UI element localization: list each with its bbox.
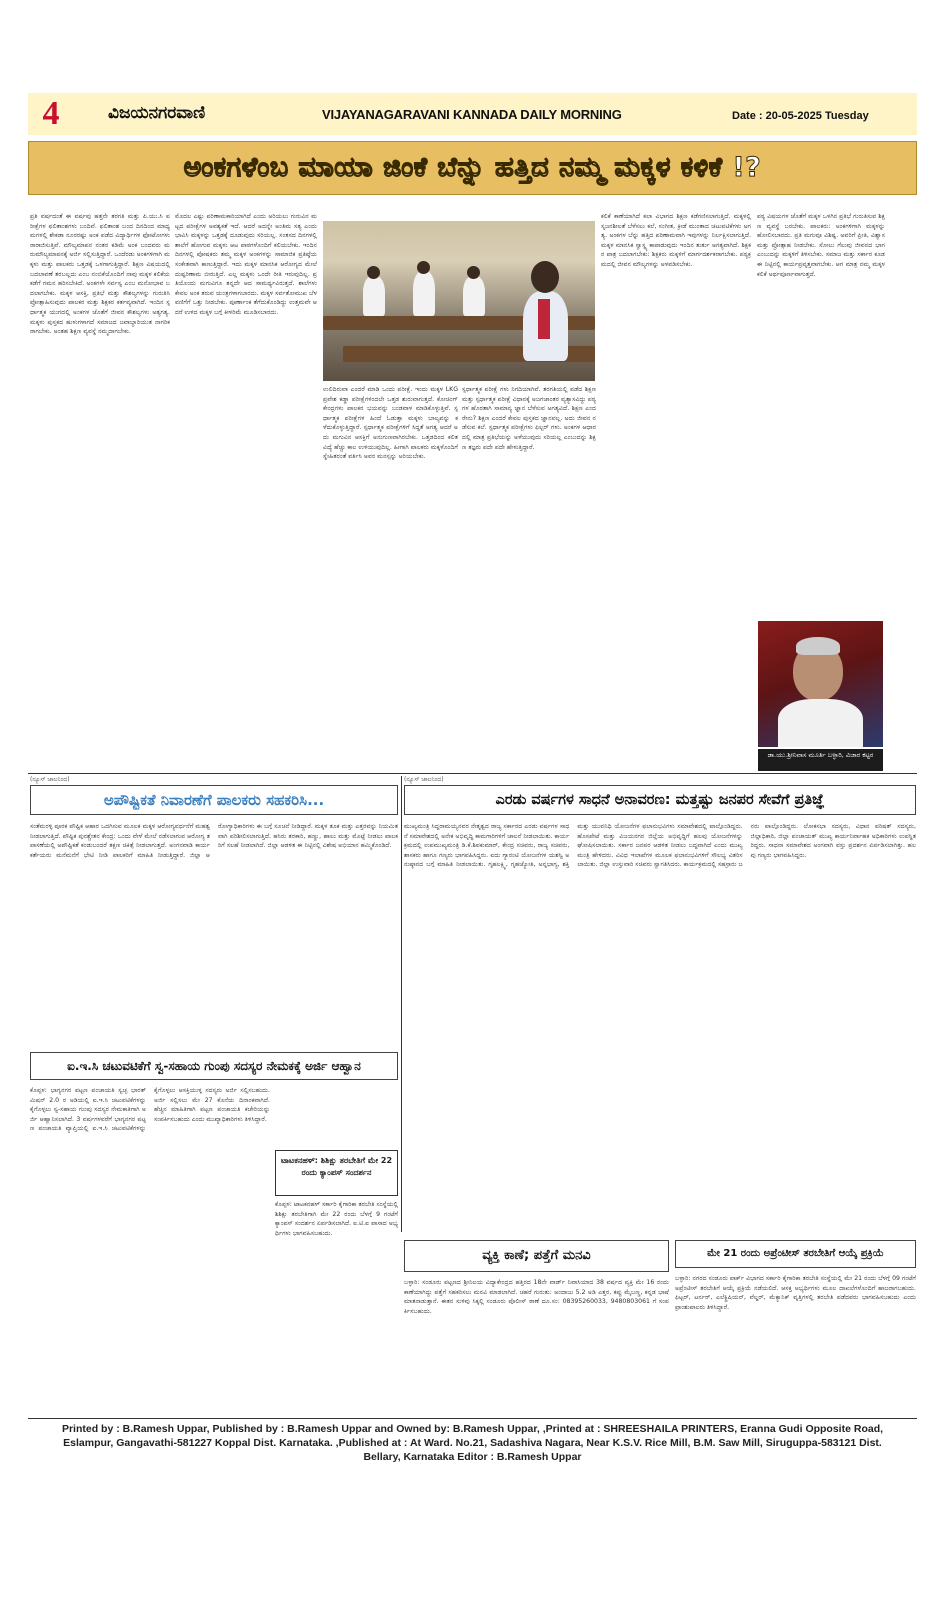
- lead-column-3: ಉಲಿದಿರುವಾ ಎಂದರೆ ಮಾಡಿ ಒಂದು ಪರೀಕ್ಷೆ. ಇಂದು ಮಕ್ಕಳ LKG ಪ್ರವೇಶ ಕಡ್ಡಾ ಪರೀಕ್ಷೆಗಳಿಂದಲೇ ಒತ್ತಡ ಶುರುವಾಗುತ್ತದೆ. ಕೋಚಿಂಗ್ ಕೇಂದ್ರಗಳು ಪಾಲಕರ ಭಯವನ್ನು ಬಂಡವಾಳ ಮಾಡಿಕೊಳ್ಳುತ್ತಿವೆ. ಸ್ಪರ್ಧಾತ್ಮಕ ಪರೀಕ್ಷೆಗಳ ಹಿಂದೆ ಓಡುತ್ತಾ ಮಕ್ಕಳು ಬಾಲ್ಯವನ್ನು ಕಳೆದುಕೊಳ್ಳುತ್ತಿದ್ದಾರೆ. ಸ್ಪರ್ಧಾತ್ಮಕ ಪರೀಕ್ಷೆಗಳಿಗೆ ಸಿದ್ಧತೆ ಅಗತ್ಯ ಆದರೆ ಅದು ಮಗುವಿನ ಆಸಕ್ತಿಗೆ ಅನುಗುಣವಾಗಿರಬೇಕು. ಒತ್ತಡದಿಂದ ಕಲಿತ ವಿದ್ಯೆ ಹೆಚ್ಚು ಕಾಲ ಉಳಿಯುವುದಿಲ್ಲ. ಹೀಗಾಗಿ ಪಾಲಕರು ಮಕ್ಕಳೊಂದಿಗೆ ಸ್ನೇಹಿತರಂತೆ ವರ್ತಿಸಿ ಅವರ ಮನಸ್ಸನ್ನು ಅರಿಯಬೇಕು.: [323, 386, 458, 461]
- story4-side-body: ಕೊಪ್ಪಳ: ಟಾಟಕನಹಳ್ ಸರ್ಕಾರಿ ಕೈಗಾರಿಕಾ ತರಬೇತಿ ಸಂಸ್ಥೆಯಲ್ಲಿ ಶಿಶಿಕ್ಷು ತರಬೇತಿಗಾಗಿ ಮೇ 22 ರಂದು ಬೆಳಗ್ಗೆ 9 ಗಂಟೆಗೆ ಕ್ಯಾಂಪಸ್ ಸಂದರ್ಶನ ಏರ್ಪಡಿಸಲಾಗಿದೆ. ಐ.ಟಿ.ಐ ಪಾಸಾದ ಅಭ್ಯರ್ಥಿಗಳು ಭಾಗವಹಿಸಬಹುದು.: [275, 1201, 398, 1237]
- imprint-footer: [28, 1422, 917, 1464]
- lead-column-5: ಕಲಿಕೆ ಕಾಣೆಯಾಗಿದೆ ಕಲಾ ವಿಭಾಗದ ಶಿಕ್ಷಣ ಕಡೆಗಣಿಸಲಾಗುತ್ತಿದೆ. ಮಕ್ಕಳಲ್ಲಿ ಸೃಜನಶೀಲತೆ ಬೆಳೆಸಲು ಕಲೆ, ಸಂಗೀತ, ಕ್ರೀಡೆ ಮುಂತಾದ ಚಟುವಟಿಕೆಗಳು ಅಗತ್ಯ. ಅಂಕಗಳ ಬೆನ್ನು ಹತ್ತಿದ ಪರಿಣಾಮವಾಗಿ ಇವುಗಳನ್ನು ನಿರ್ಲಕ್ಷಿಸಲಾಗುತ್ತಿದೆ. ಮಕ್ಕಳ ಮಾನಸಿಕ ಸ್ವಾಸ್ಥ್ಯ ಕಾಪಾಡುವುದು ಇಂದಿನ ತುರ್ತು ಅಗತ್ಯವಾಗಿದೆ. ಶಿಕ್ಷಕರ ಪಾತ್ರ ಬದಲಾಗಬೇಕು: ಶಿಕ್ಷಕರು ಮಕ್ಕಳಿಗೆ ಮಾರ್ಗದರ್ಶಕರಾಗಬೇಕು. ಪಠ್ಯಕ್ರಮದಲ್ಲಿ ಜೀವನ ಮೌಲ್ಯಗಳನ್ನು ಅಳವಡಿಸಬೇಕು.: [601, 213, 751, 268]
- lead-column-1: ಪ್ರತಿ ವರ್ಷದಂತೆ ಈ ವರ್ಷವು ಹತ್ತನೇ ತರಗತಿ ಮತ್ತು ಪಿ.ಯು.ಸಿ ಪರೀಕ್ಷೆಗಳ ಫಲಿತಾಂಶಗಳು ಬಂದಿವೆ. ಫಲಿತಾಂಶ ಬಂದ ದಿನದಿಂದ ಮಾಧ್ಯಮಗಳಲ್ಲಿ ಶೇಕಡಾ ನೂರರಷ್ಟು ಅಂಕ ಪಡೆದ ವಿದ್ಯಾರ್ಥಿಗಳ ಫೋಟೋಗಳು ರಾರಾಜಿಸುತ್ತಿವೆ. ಮೌಲ್ಯಮಾಪನ ನಂತರ ಕಡಿಮೆ ಅಂಕ ಬಂದವರು ಮರುಮೌಲ್ಯಮಾಪನಕ್ಕೆ ಅರ್ಜಿ ಸಲ್ಲಿಸುತ್ತಿದ್ದಾರೆ. ಒಂದೆರಡು ಅಂಕಗಳಿಗಾಗಿ ಮಕ್ಕಳು ಮತ್ತು ಪಾಲಕರು ಒತ್ತಡಕ್ಕೆ ಒಳಗಾಗುತ್ತಿದ್ದಾರೆ. ಶಿಕ್ಷಣ ವಿಷಯದಲ್ಲಿ ಬದಲಾವಣೆ ತರಬಲ್ಲದು ಎಂಬ ನಂಬಿಕೆಯೊಂದಿಗೆ ನಾವು ಮಕ್ಕಳ ಕಲಿಕೆಯ ಕಡೆಗೆ ಗಮನ ಹರಿಸಬೇಕಿದೆ. ಅಂಕಗಳೇ ಸರ್ವಸ್ವ ಎಂಬ ಮನೋಭಾವ ಬದಲಾಗಬೇಕು. ಮಕ್ಕಳ ಆಸಕ್ತಿ, ಪ್ರತಿಭೆ ಮತ್ತು ಕೌಶಲ್ಯಗಳನ್ನು ಗುರುತಿಸಿ ಪ್ರೋತ್ಸಾಹಿಸುವುದು ಪಾಲಕರ ಮತ್ತು ಶಿಕ್ಷಕರ ಕರ್ತವ್ಯವಾಗಿದೆ. ಇಂದಿನ ಸ್ಪರ್ಧಾತ್ಮಕ ಯುಗದಲ್ಲಿ ಅಂಕಗಳ ಜೊತೆಗೆ ಜೀವನ ಕೌಶಲ್ಯಗಳು ಅತ್ಯಗತ್ಯ. ಮಕ್ಕಳು ಪುಸ್ತಕದ ಹುಳುಗಳಾಗದೆ ಸಮಾಜದ ಜವಾಬ್ದಾರಿಯುತ ನಾಗರಿಕರಾಗಬೇಕು. ಅಂತಹ ಶಿಕ್ಷಣ ವ್ಯವಸ್ಥೆ ನಮ್ಮದಾಗಬೇಕು.: [30, 213, 170, 336]
- portrait-caption: ಡಾ.ಯು.ಶ್ರೀನಿವಾಸ ಮೂರ್ತಿ ಬಳ್ಳಾರಿ, ವಿಜಾರ ಕಟ್ಟರ: [758, 749, 883, 771]
- story2-headline: ಅಪೌಷ್ಟಿಕತೆ ನಿವಾರಣೆಗೆ ಪಾಲಕರು ಸಹಕರಿಸಿ...: [30, 785, 398, 815]
- paper-name-english: VIJAYANAGARAVANI KANNADA DAILY MORNING: [322, 107, 622, 122]
- story2-source: (ನ್ಯೂಸ್ ಜಾಲನಿಂದ): [30, 776, 70, 783]
- story6-headline: ಮೇ 21 ರಂದು ಅಪ್ರೆಂಟೀಸ್ ತರಬೇತಿಗೆ ಆಯ್ಕೆ ಪ್ರಕ್ರಿಯೆ: [675, 1240, 916, 1268]
- issue-date: Date : 20-05-2025 Tuesday: [732, 110, 869, 122]
- footer-rule: [28, 1418, 917, 1419]
- story5-headline: ವ್ಯಕ್ತಿ ಕಾಣೆ; ಪತ್ತೆಗೆ ಮನವಿ: [404, 1240, 669, 1272]
- lead-headline-banner: [28, 141, 917, 195]
- story6-body: ಬಳ್ಳಾರಿ: ನಗರದ ಸಂಡೂರು ಪಾರ್ಕ್ ವಿಭಾಗದ ಸರ್ಕಾರಿ ಕೈಗಾರಿಕಾ ತರಬೇತಿ ಸಂಸ್ಥೆಯಲ್ಲಿ ಮೇ 21 ರಂದು ಬೆಳಗ್ಗೆ 09 ಗಂಟೆಗೆ ಅಪ್ರೆಂಟೀಸ್ ತರಬೇತಿಗೆ ಆಯ್ಕೆ ಪ್ರಕ್ರಿಯೆ ನಡೆಯಲಿದೆ. ಆಸಕ್ತ ಅಭ್ಯರ್ಥಿಗಳು ಮೂಲ ದಾಖಲೆಗಳೊಂದಿಗೆ ಹಾಜರಾಗಬಹುದು. ಫಿಟ್ಟರ್, ಟರ್ನರ್, ಎಲೆಕ್ಟ್ರಿಷಿಯನ್, ವೆಲ್ಡರ್, ಮೆಕ್ಯಾನಿಕ್ ವೃತ್ತಿಗಳಲ್ಲಿ ತರಬೇತಿ ಪಡೆದವರು ಭಾಗವಹಿಸಬಹುದು ಎಂದು ಪ್ರಾಂಶುಪಾಲರು ತಿಳಿಸಿದ್ದಾರೆ.: [675, 1275, 916, 1311]
- story3-headline: ಎರಡು ವರ್ಷಗಳ ಸಾಧನೆ ಅನಾವರಣ: ಮತ್ತಷ್ಟು ಜನಪರ ಸೇವೆಗೆ ಪ್ರತಿಜ್ಞೆ: [404, 785, 916, 815]
- story4-body: ಕೊಪ್ಪಳ: ಭಾಗ್ಯನಗರ ಪಟ್ಟಣ ಪಂಚಾಯತಿ ಸ್ವಚ್ಛ ಭಾರತ್ ಮಿಷನ್ 2.0 ರ ಅಡಿಯಲ್ಲಿ ಐ.ಇ.ಸಿ ಚಟುವಟಿಕೆಗಳನ್ನು ಕೈಗೊಳ್ಳಲು ಸ್ವ-ಸಹಾಯ ಗುಂಪು ಸದಸ್ಯರ ನೇಮಕಾತಿಗಾಗಿ ಅರ್ಜಿ ಆಹ್ವಾನಿಸಲಾಗಿದೆ. 3 ವರ್ಷಗಳವರೆಗೆ ಭಾಗ್ಯನಗರ ಪಟ್ಟಣ ಪಂಚಾಯತಿ ವ್ಯಾಪ್ತಿಯಲ್ಲಿ ಐ.ಇ.ಸಿ ಚಟುವಟಿಕೆಗಳನ್ನು ಕೈಗೊಳ್ಳಲು ಆಸಕ್ತಿಯುಳ್ಳ ಸದಸ್ಯರು ಅರ್ಜಿ ಸಲ್ಲಿಸಬಹುದು. ಅರ್ಜಿ ಸಲ್ಲಿಸಲು ಮೇ 27 ಕೊನೆಯ ದಿನಾಂಕವಾಗಿದೆ. ಹೆಚ್ಚಿನ ಮಾಹಿತಿಗಾಗಿ ಪಟ್ಟಣ ಪಂಚಾಯತಿ ಕಚೇರಿಯನ್ನು ಸಂಪರ್ಕಿಸಬಹುದು ಎಂದು ಮುಖ್ಯಾಧಿಕಾರಿಗಳು ತಿಳಿಸಿದ್ದಾರೆ.: [30, 1087, 270, 1133]
- section-divider: [28, 773, 917, 774]
- lead-column-2: ಮೊದಲ ಎಷ್ಟು ಪರಿಣಾಮಕಾರಿಯಾಗಿದೆ ಎಂದು ಅರಿಯಲು ಗುರುವಿನ ಮಟ್ಟದ ಪರೀಕ್ಷೆಗಳ ಅವಶ್ಯಕತೆ ಇದೆ. ಆದರೆ ಅದನ್ನೇ ಅಂತಿಮ ಸತ್ಯ ಎಂದು ಭಾವಿಸಿ ಮಕ್ಕಳನ್ನು ಒತ್ತಡಕ್ಕೆ ದೂಡುವುದು ಸರಿಯಲ್ಲ. ಸಂತಸದ ದಿನಗಳಲ್ಲಿ ಶಾಲೆಗೆ ಹೋಗುವ ಮಕ್ಕಳು ಆಟ ಪಾಠಗಳೊಂದಿಗೆ ಕಲಿಯಬೇಕು. ಇಂದಿನ ದಿನಗಳಲ್ಲಿ ಪೋಷಕರು ತಮ್ಮ ಮಕ್ಕಳ ಅಂಕಗಳನ್ನು ಸಾಮಾಜಿಕ ಪ್ರತಿಷ್ಠೆಯ ಸಂಕೇತವಾಗಿ ಕಾಣುತ್ತಿದ್ದಾರೆ. ಇದು ಮಕ್ಕಳ ಮಾನಸಿಕ ಆರೋಗ್ಯದ ಮೇಲೆ ದುಷ್ಪರಿಣಾಮ ಬೀರುತ್ತಿದೆ. ಎಲ್ಲ ಮಕ್ಕಳು ಒಂದೇ ರೀತಿ ಇರುವುದಿಲ್ಲ. ಪ್ರತಿಯೊಂದು ಮಗುವಿಗೂ ತನ್ನದೇ ಆದ ಸಾಮರ್ಥ್ಯವಿರುತ್ತದೆ. ಶಾಲೆಗಳು ಕೇವಲ ಅಂಕ ತರುವ ಯಂತ್ರಗಳಾಗಬಾರದು. ಮಕ್ಕಳ ಸರ್ವತೋಮುಖ ಬೆಳವಣಿಗೆಗೆ ಒತ್ತು ನೀಡಬೇಕು. ಪೂರ್ಣಾಂಕ ತೆಗೆದುಕೊಂಡಿದ್ದು ಉತ್ತಮವೇ ಆದರೆ ಉಳಿದ ಮಕ್ಕಳ ಬಗ್ಗೆ ಕೀಳರಿಮೆ ಮೂಡಿಸಬಾರದು.: [175, 213, 317, 316]
- imprint-line-3: Bellary, Karnataka Editor : B.Ramesh Uppar: [363, 1451, 582, 1463]
- column-rule: [401, 776, 402, 1232]
- story3-body: ಮುಖ್ಯಮಂತ್ರಿ ಸಿದ್ದರಾಮಯ್ಯನವರ ನೇತೃತ್ವದ ರಾಜ್ಯ ಸರ್ಕಾರದ ಎರಡು ವರ್ಷಗಳ ಸಾಧನೆ ಸಮಾವೇಶದಲ್ಲಿ ಅನೇಕ ಅಭಿವೃದ್ಧಿ ಕಾಮಗಾರಿಗಳಿಗೆ ಚಾಲನೆ ನೀಡಲಾಯಿತು. ಕಾರ್ಯಕ್ರಮದಲ್ಲಿ ಉಪಮುಖ್ಯಮಂತ್ರಿ ಡಿ.ಕೆ.ಶಿವಕುಮಾರ್, ಕೇಂದ್ರ ಸಚಿವರು, ರಾಜ್ಯ ಸಚಿವರು, ಶಾಸಕರು ಹಾಗೂ ಗಣ್ಯರು ಭಾಗವಹಿಸಿದ್ದರು. ಐದು ಗ್ಯಾರಂಟಿ ಯೋಜನೆಗಳ ಯಶಸ್ವಿ ಅನುಷ್ಠಾನದ ಬಗ್ಗೆ ಮಾಹಿತಿ ನೀಡಲಾಯಿತು. ಗೃಹಲಕ್ಷ್ಮಿ, ಗೃಹಜ್ಯೋತಿ, ಅನ್ನಭಾಗ್ಯ, ಶಕ್ತಿ ಮತ್ತು ಯುವನಿಧಿ ಯೋಜನೆಗಳ ಫಲಾನುಭವಿಗಳು ಸಮಾವೇಶದಲ್ಲಿ ಪಾಲ್ಗೊಂಡಿದ್ದರು. ಹೊಸಪೇಟೆ ಮತ್ತು ವಿಜಯನಗರ ಜಿಲ್ಲೆಯ ಅಭಿವೃದ್ಧಿಗೆ ಹಲವು ಯೋಜನೆಗಳನ್ನು ಘೋಷಿಸಲಾಯಿತು. ಸರ್ಕಾರ ಜನಪರ ಆಡಳಿತ ನೀಡಲು ಬದ್ಧವಾಗಿದೆ ಎಂದು ಮುಖ್ಯಮಂತ್ರಿ ಹೇಳಿದರು. ವಿವಿಧ ಇಲಾಖೆಗಳ ಮೂಲಕ ಫಲಾನುಭವಿಗಳಿಗೆ ಸೌಲಭ್ಯ ವಿತರಿಸಲಾಯಿತು. ಜಿಲ್ಲಾ ಉಸ್ತುವಾರಿ ಸಚಿವರು ಸ್ವಾಗತಿಸಿದರು. ಕಾರ್ಯಕ್ರಮದಲ್ಲಿ ಸಹಸ್ರಾರು ಜನರು ಪಾಲ್ಗೊಂಡಿದ್ದರು. ಲೋಕಸಭಾ ಸದಸ್ಯರು, ವಿಧಾನ ಪರಿಷತ್ ಸದಸ್ಯರು, ಜಿಲ್ಲಾಧಿಕಾರಿ, ಜಿಲ್ಲಾ ಪಂಚಾಯತ್ ಮುಖ್ಯ ಕಾರ್ಯನಿರ್ವಾಹಕ ಅಧಿಕಾರಿಗಳು ಉಪಸ್ಥಿತರಿದ್ದರು. ಸಾಧನಾ ಸಮಾವೇಶದ ಅಂಗವಾಗಿ ವಸ್ತು ಪ್ರದರ್ಶನ ಏರ್ಪಡಿಸಲಾಗಿತ್ತು. ಹಲವು ಗಣ್ಯರು ಭಾಗವಹಿಸಿದ್ದರು.: [404, 823, 916, 869]
- author-portrait: [758, 621, 883, 747]
- imprint-line-2: Eslampur, Gangavathi-581227 Koppal Dist. Karnataka. ,Published at : At Ward. No.21, Sadashiva Nagara, Near K.S.V. Rice Mill, B.M. Saw Mill, Siruguppa-583121 Dist.: [63, 1437, 882, 1449]
- classroom-exam-photo: [323, 221, 595, 381]
- lead-column-4: ಸ್ಪರ್ಧಾತ್ಮಕ ಪರೀಕ್ಷೆ ಗಳು ನಿಗದಿಯಾಗಿವೆ. ತರಗತಿಯಲ್ಲಿ ಪಡೆದ ಶಿಕ್ಷಣ ಮತ್ತು ಸ್ಪರ್ಧಾತ್ಮಕ ಪರೀಕ್ಷೆ ವಿಧಾನಕ್ಕೆ ಅಜಗಜಾಂತರ ವ್ಯತ್ಯಾಸವಿದ್ದು ಪಠ್ಯಗಳ ಹೊರತಾಗಿ ಸಾಮಾನ್ಯ ಜ್ಞಾನ ಬೆಳೆಸುವ ಅಗತ್ಯವಿದೆ. ಶಿಕ್ಷಣ ಎಂದರೇನು? ಶಿಕ್ಷಣ ಎಂದರೆ ಕೇವಲ ಪುಸ್ತಕದ ಜ್ಞಾನವಲ್ಲ. ಅದು ಜೀವನ ನಡೆಸುವ ಕಲೆ. ಸ್ಪರ್ಧಾತ್ಮಕ ಪರೀಕ್ಷೆಗಳು ಫಿಲ್ಟರ್ ಗಳು. ಅಂಕಗಳ ಆಧಾರದಲ್ಲಿ ಮಾತ್ರ ಪ್ರತಿಭೆಯನ್ನು ಅಳೆಯುವುದು ಸರಿಯಲ್ಲ ಎಂಬುದನ್ನು ಶಿಕ್ಷಣ ತಜ್ಞರು ಪದೇ ಪದೇ ಹೇಳುತ್ತಿದ್ದಾರೆ.: [462, 386, 596, 451]
- page-number: 4: [42, 95, 60, 132]
- story4-headline: ಐ.ಇ.ಸಿ ಚಟುವಟಿಕೆಗೆ ಸ್ವ-ಸಹಾಯ ಗುಂಪು ಸದಸ್ಯರ ನೇಮಕಕ್ಕೆ ಅರ್ಜಿ ಆಹ್ವಾನ: [30, 1052, 398, 1080]
- lead-headline: ಅಂಕಗಳೆಂಬ ಮಾಯಾ ಜಿಂಕೆ ಬೆನ್ನು ಹತ್ತಿದ ನಮ್ಮ ಮಕ್ಕಳ ಕಳಿಕೆ !?: [183, 152, 762, 183]
- paper-name-kannada: ವಿಜಯನಗರವಾಣಿ: [108, 103, 206, 123]
- story4-side-headline: ಟಾಟಕನಹಳ್: ಶಿಶಿಕ್ಷು ತರಬೇತಿಗೆ ಮೇ 22 ರಂದು ಕ್ಯಾಂಪಸ್ ಸಂದರ್ಶನ: [275, 1150, 398, 1196]
- imprint-line-1: Printed by : B.Ramesh Uppar, Published by : B.Ramesh Uppar and Owned by: B.Ramesh Uppar, ,Printed at : SHREESHAILA PRINTERS, Eranna Gudi Opposite Road,: [61, 1423, 884, 1435]
- lead-column-6: ಪಠ್ಯ ವಿಷಯಗಳ ಜೊತೆಗೆ ಮಕ್ಕಳ ಒಳಗಿನ ಪ್ರತಿಭೆ ಗುರುತಿಸುವ ಶಿಕ್ಷಣ ವ್ಯವಸ್ಥೆ ಬರಬೇಕು. ಪಾಲಕರು: ಅಂಕಗಳಿಗಾಗಿ ಮಕ್ಕಳನ್ನು ಹೋಲಿಸಬಾರದು. ಪ್ರತಿ ಮಗುವೂ ವಿಶಿಷ್ಟ. ಅವರಿಗೆ ಪ್ರೀತಿ, ವಿಶ್ವಾಸ ಮತ್ತು ಪ್ರೋತ್ಸಾಹ ನೀಡಬೇಕು. ಸೋಲು ಗೆಲುವು ಜೀವನದ ಭಾಗ ಎಂಬುದನ್ನು ಮಕ್ಕಳಿಗೆ ತಿಳಿಸಬೇಕು. ಸಮಾಜ ಮತ್ತು ಸರ್ಕಾರ ಕೂಡ ಈ ನಿಟ್ಟಿನಲ್ಲಿ ಕಾರ್ಯಪ್ರವೃತ್ತವಾಗಬೇಕು. ಆಗ ಮಾತ್ರ ನಮ್ಮ ಮಕ್ಕಳ ಕಲಿಕೆ ಅರ್ಥಪೂರ್ಣವಾಗುತ್ತದೆ.: [757, 213, 885, 278]
- story5-body: ಬಳ್ಳಾರಿ: ಸಂಡೂರು ಪಟ್ಟಣದ ಶ್ರೀನಿಲಯ ವಿದ್ಯಾಕೇಂದ್ರದ ಹತ್ತಿರದ 18ನೇ ವಾರ್ಡ್ ನಿವಾಸಿಯಾದ 38 ವರ್ಷದ ವ್ಯಕ್ತಿ ಮೇ 16 ರಂದು ಕಾಣೆಯಾಗಿದ್ದು ಪತ್ತೆಗೆ ಸಹಕರಿಸಲು ಮನವಿ ಮಾಡಲಾಗಿದೆ. ಚಹರೆ ಗುರುತು: ಅಂದಾಜು 5.2 ಅಡಿ ಎತ್ತರ, ಕಪ್ಪು ಮೈಬಣ್ಣ, ಕನ್ನಡ ಭಾಷೆ ಮಾತನಾಡುತ್ತಾನೆ. ಈತನ ಸುಳಿವು ಸಿಕ್ಕಲ್ಲಿ ಸಂಡೂರು ಪೊಲೀಸ್ ಠಾಣೆ ದೂ.ಸಂ: 08395260033, 9480803061 ಗೆ ಸಂಪರ್ಕಿಸಬಹುದು.: [404, 1279, 669, 1315]
- story3-source: (ನ್ಯೂಸ್ ಜಾಲನಿಂದ): [404, 776, 444, 783]
- story2-body: ಸಂತೆಮರಳ್ಳಿ ಪೂರಕ ಪೌಷ್ಟಿಕ ಆಹಾರ ಒದಗಿಸುವ ಮೂಲಕ ಮಕ್ಕಳ ಆರೋಗ್ಯವರ್ಧನೆಗೆ ಮಹತ್ವ ನೀಡಲಾಗುತ್ತಿದೆ. ಪೌಷ್ಟಿಕ ಪುನಶ್ಚೇತನ ಕೇಂದ್ರ: ಒಂದು ವೇಳೆ ಮೇಲೆ ನಡೆಸಲಾಗುವ ಆರೋಗ್ಯ ತಪಾಸಣೆಯಲ್ಲಿ ಅಪೌಷ್ಟಿಕತೆ ಕಂಡುಬಂದರೆ ತಕ್ಷಣ ಚಿಕಿತ್ಸೆ ನೀಡಲಾಗುತ್ತದೆ. ಅಂಗನವಾಡಿ ಕಾರ್ಯಕರ್ತೆಯರು ಮನೆಮನೆಗೆ ಭೇಟಿ ನೀಡಿ ಪಾಲಕರಿಗೆ ಮಾಹಿತಿ ನೀಡುತ್ತಿದ್ದಾರೆ. ಜಿಲ್ಲಾ ಆರೋಗ್ಯಾಧಿಕಾರಿಗಳು ಈ ಬಗ್ಗೆ ಸೂಚನೆ ನೀಡಿದ್ದಾರೆ. ಮಕ್ಕಳ ತೂಕ ಮತ್ತು ಎತ್ತರವನ್ನು ನಿಯಮಿತವಾಗಿ ಪರಿಶೀಲಿಸಲಾಗುತ್ತಿದೆ. ಹಸಿರು ತರಕಾರಿ, ಹಣ್ಣು, ಹಾಲು ಮತ್ತು ಮೊಟ್ಟೆ ನೀಡಲು ಪಾಲಕರಿಗೆ ಸಲಹೆ ನೀಡಲಾಗಿದೆ. ಜಿಲ್ಲಾ ಆಡಳಿತ ಈ ನಿಟ್ಟಿನಲ್ಲಿ ವಿಶೇಷ ಅಭಿಯಾನ ಹಮ್ಮಿಕೊಂಡಿದೆ.: [30, 823, 398, 859]
